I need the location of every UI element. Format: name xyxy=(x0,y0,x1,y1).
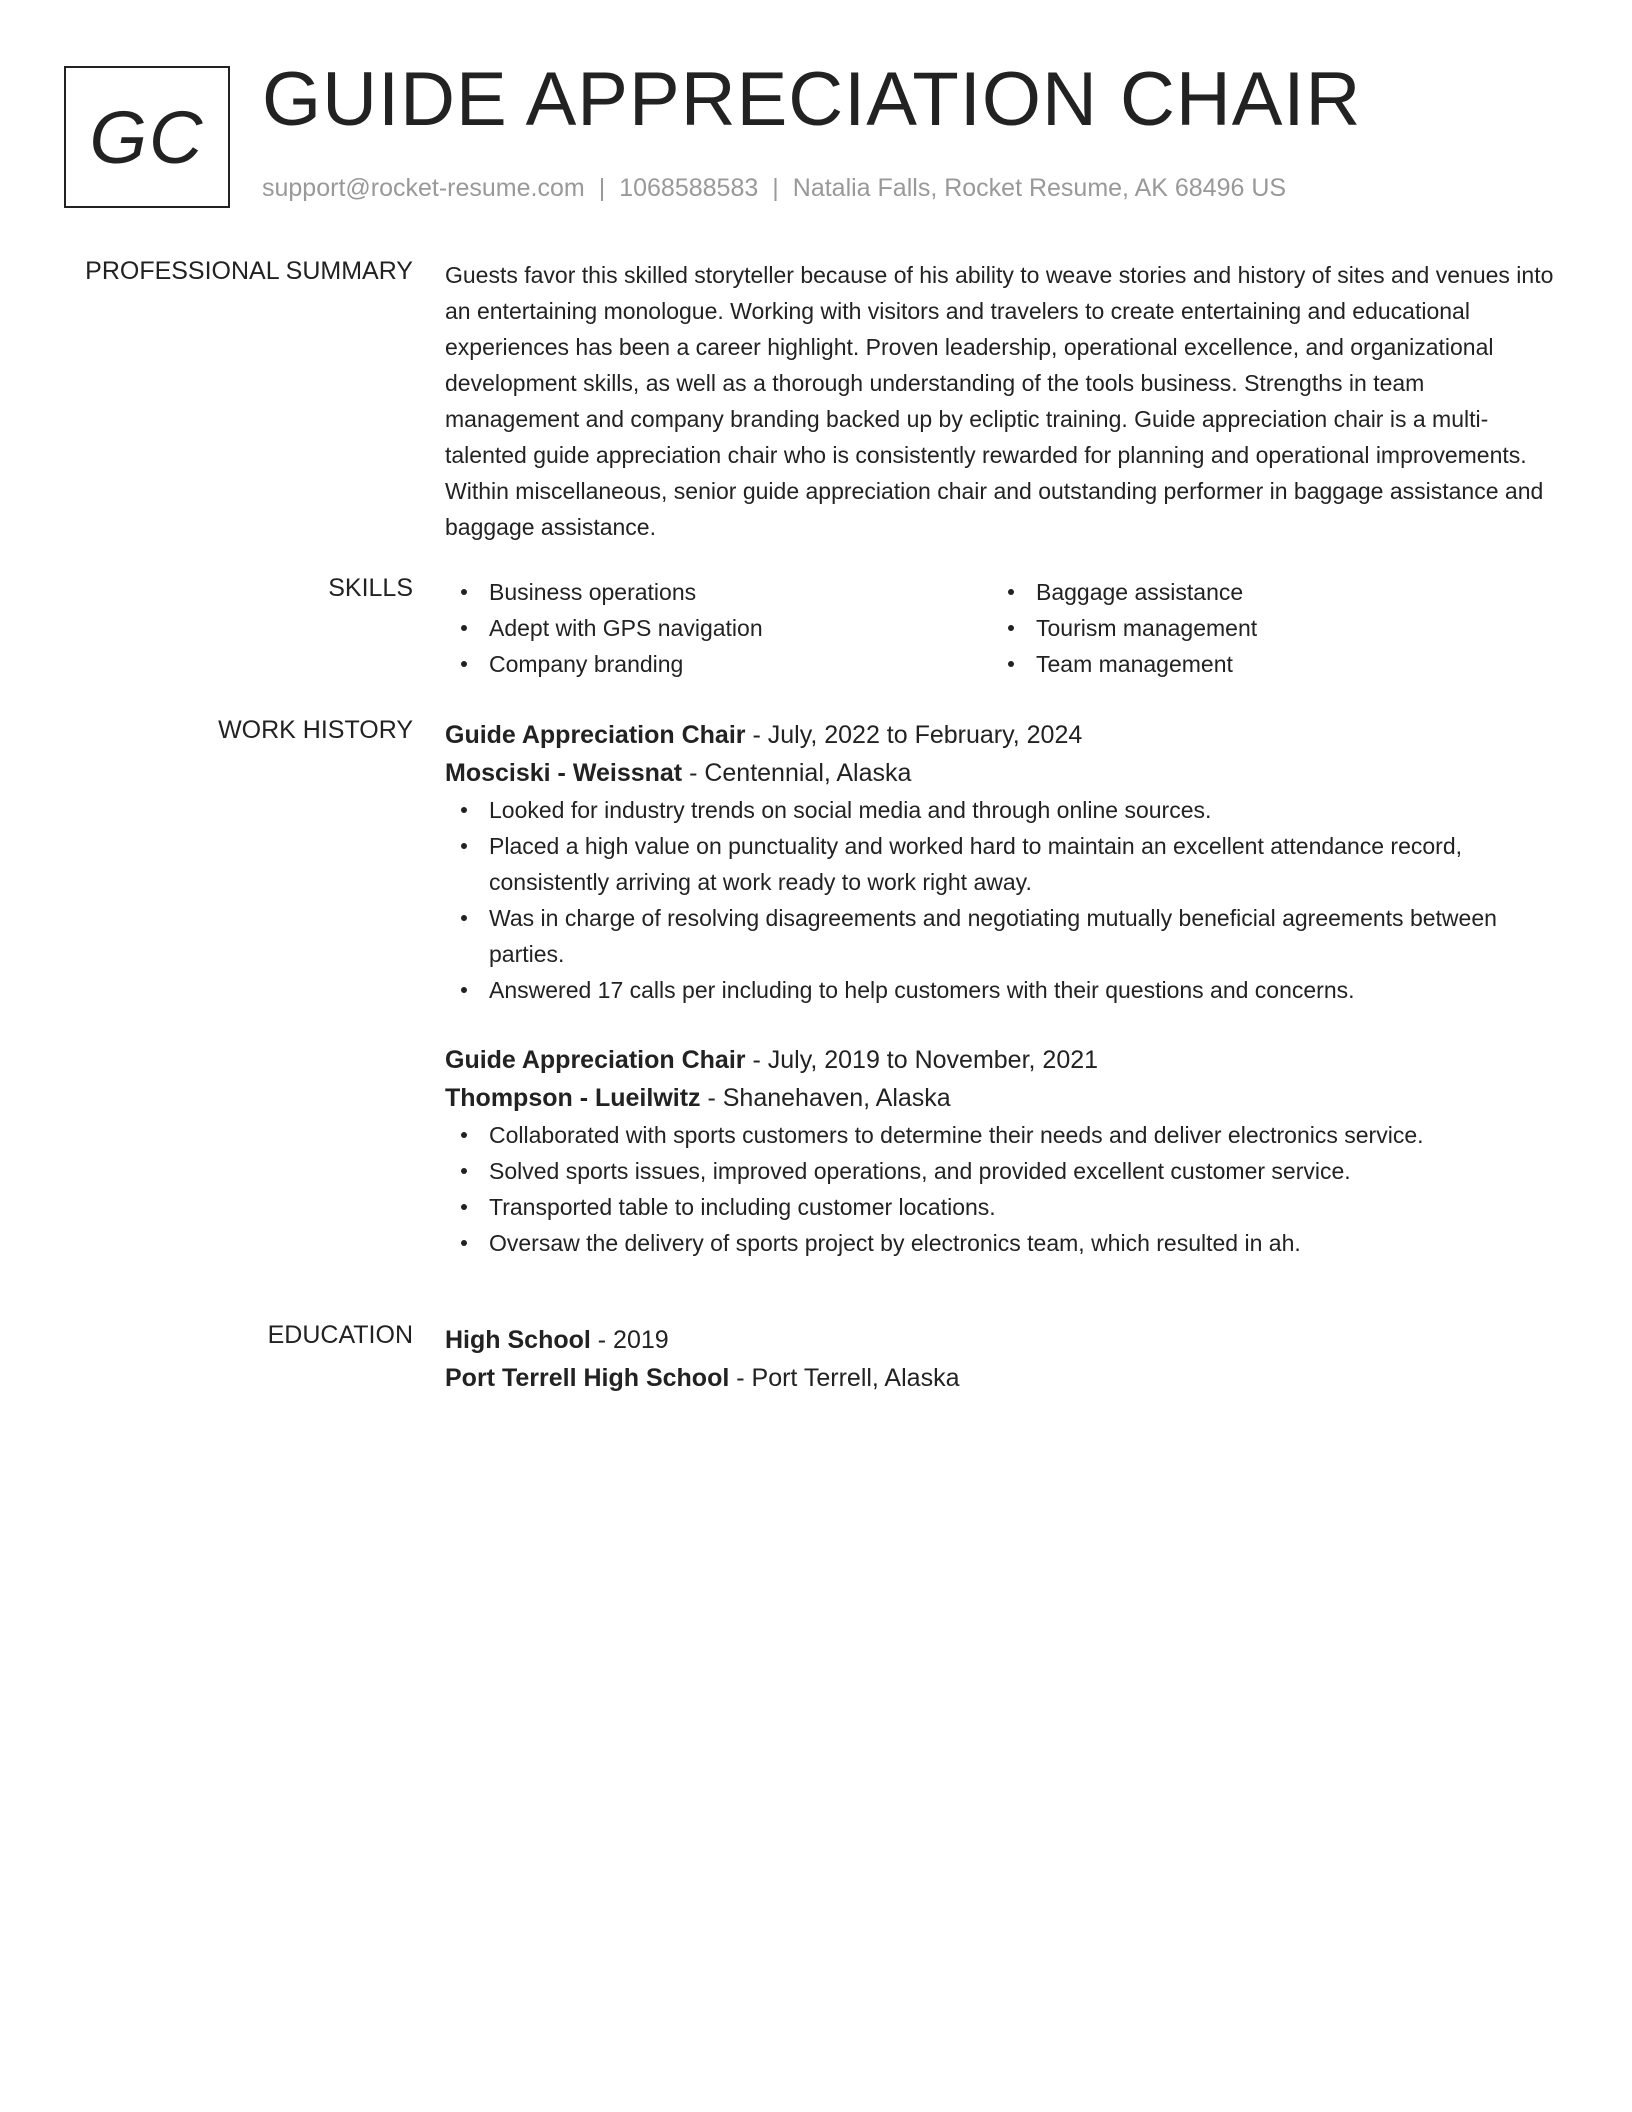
job-company: Thompson - Lueilwitz xyxy=(445,1084,701,1112)
job-dates: - July, 2019 to November, 2021 xyxy=(745,1046,1099,1074)
job-company-line xyxy=(445,754,1555,792)
contact-email: support@rocket-resume.com xyxy=(262,174,585,202)
job-dates: - July, 2022 to February, 2024 xyxy=(745,721,1083,749)
skill-item: Adept with GPS navigation xyxy=(445,610,992,646)
section-label-work-history: WORK HISTORY xyxy=(218,716,413,744)
job-entry xyxy=(445,716,1555,1008)
skill-item: Tourism management xyxy=(992,610,1539,646)
education-body xyxy=(445,1321,1555,1397)
job-bullet: Looked for industry trends on social media and through online sources. xyxy=(445,792,1555,828)
resume-title: GUIDE APPRECIATION CHAIR xyxy=(262,57,1362,142)
section-label-summary: PROFESSIONAL SUMMARY xyxy=(85,257,413,285)
contact-separator: | xyxy=(598,174,606,202)
section-label-skills: SKILLS xyxy=(328,574,413,602)
job-bullet: Was in charge of resolving disagreements and negotiating mutually beneficial agreements between parties. xyxy=(445,900,1555,972)
contact-separator: | xyxy=(772,174,779,202)
job-bullet: Oversaw the delivery of sports project by electronics team, which resulted in ah. xyxy=(445,1225,1555,1261)
education-school-line xyxy=(445,1359,1555,1397)
skills-list-left xyxy=(445,574,992,682)
education-degree-line xyxy=(445,1321,1555,1359)
skill-item: Company branding xyxy=(445,646,992,682)
skills-grid xyxy=(445,574,1555,682)
education-location: - Port Terrell, Alaska xyxy=(729,1364,960,1392)
skills-body xyxy=(445,574,1555,682)
section-label-education: EDUCATION xyxy=(267,1321,413,1349)
education-school: Port Terrell High School xyxy=(445,1364,730,1392)
education-year: - 2019 xyxy=(590,1326,669,1354)
job-bullet-list xyxy=(445,1117,1555,1261)
job-company-line xyxy=(445,1079,1555,1117)
job-bullet: Collaborated with sports customers to determine their needs and deliver electronics service. xyxy=(445,1117,1555,1153)
skills-list-right xyxy=(992,574,1539,682)
job-entry xyxy=(445,1041,1555,1261)
summary-body xyxy=(445,257,1555,545)
contact-phone: 1068588583 xyxy=(619,174,759,202)
job-title-line xyxy=(445,1041,1555,1079)
skill-item: Baggage assistance xyxy=(992,574,1539,610)
education-degree: High School xyxy=(445,1326,591,1354)
skill-item: Team management xyxy=(992,646,1539,682)
job-location: - Centennial, Alaska xyxy=(682,759,912,787)
summary-text: Guests favor this skilled storyteller because of his ability to weave stories and history of sites and venues into an entertaining monologue. Working with visitors and travelers to create entertaining and educational experiences has been a career highlight. Proven leadership, operational excellence, and organizational development skills, as well as a thorough understanding of the tools business. Strengths in team management and company branding backed up by ecliptic training. Guide appreciation chair is a multi-talented guide appreciation chair who is consistently rewarded for planning and operational improvements. Within miscellaneous, senior guide appreciation chair and outstanding performer in baggage assistance and baggage assistance. xyxy=(445,262,1554,540)
job-bullet: Transported table to including customer locations. xyxy=(445,1189,1555,1225)
job-title: Guide Appreciation Chair xyxy=(445,721,746,749)
job-title: Guide Appreciation Chair xyxy=(445,1046,746,1074)
job-bullet-list xyxy=(445,792,1555,1008)
job-bullet: Placed a high value on punctuality and worked hard to maintain an excellent attendance record, consistently arriving at work ready to work right away. xyxy=(445,828,1555,900)
job-bullet: Solved sports issues, improved operations, and provided excellent customer service. xyxy=(445,1153,1555,1189)
monogram-initials: GC xyxy=(89,95,205,179)
work-history-body xyxy=(445,716,1555,1261)
contact-line xyxy=(262,174,1286,203)
job-location: - Shanehaven, Alaska xyxy=(700,1084,951,1112)
job-title-line xyxy=(445,716,1555,754)
skill-item: Business operations xyxy=(445,574,992,610)
monogram-box xyxy=(64,66,230,208)
contact-address: Natalia Falls, Rocket Resume, AK 68496 US xyxy=(792,174,1287,202)
job-bullet: Answered 17 calls per including to help customers with their questions and concerns. xyxy=(445,972,1555,1008)
job-company: Mosciski - Weissnat xyxy=(445,759,683,787)
